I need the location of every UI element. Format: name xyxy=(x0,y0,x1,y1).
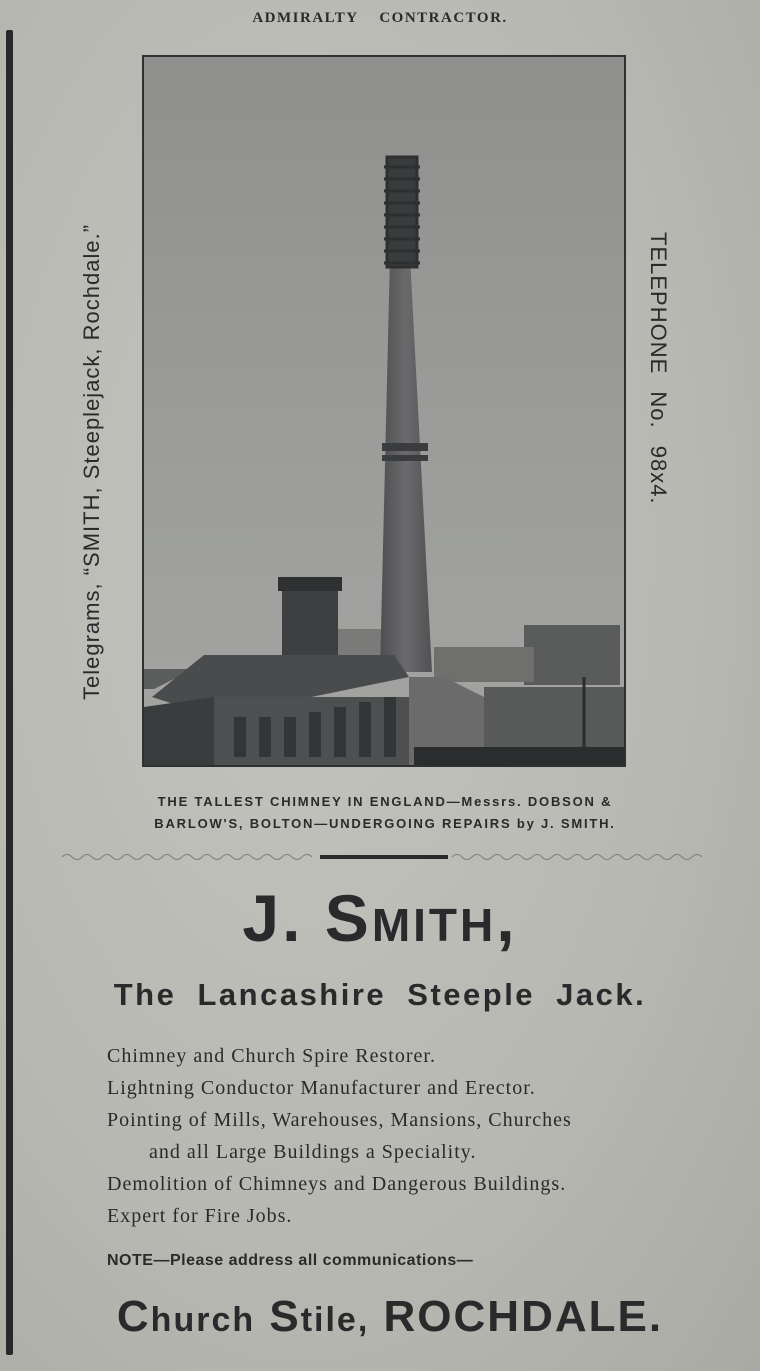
address-word: hurch xyxy=(150,1301,256,1339)
business-tagline: The Lancashire Steeple Jack. xyxy=(113,977,647,1012)
center-rule xyxy=(320,855,448,859)
chimney-photograph xyxy=(142,55,626,767)
service-item: Demolition of Chimneys and Dangerous Buildings. xyxy=(107,1173,567,1195)
address-initial: C xyxy=(116,1292,151,1341)
address-city: ROCHDALE. xyxy=(383,1292,664,1341)
service-item: Lightning Conductor Manufacturer and Erector. xyxy=(107,1077,536,1099)
service-item: and all Large Buildings a Speciality. xyxy=(149,1141,477,1163)
address-note: NOTE—Please address all communications— xyxy=(107,1252,474,1269)
address-word: tile, xyxy=(300,1301,370,1339)
chimney-illustration xyxy=(144,57,624,765)
service-item: Chimney and Church Spire Restorer. xyxy=(107,1045,436,1067)
telephone-number xyxy=(636,232,680,592)
service-item: Pointing of Mills, Warehouses, Mansions, Churches xyxy=(107,1109,572,1131)
services-list xyxy=(107,1040,727,1232)
service-item: Expert for Fire Jobs. xyxy=(107,1205,293,1227)
telegrams-address xyxy=(70,80,114,700)
telephone-text: TELEPHONE No. 98x4. xyxy=(646,232,671,505)
business-name: J. Smith, xyxy=(242,881,518,955)
caption-line: BARLOW'S, BOLTON—UNDERGOING REPAIRS by J. SMITH. xyxy=(154,816,616,831)
address-initial: S xyxy=(269,1292,301,1341)
caption-line: THE TALLEST CHIMNEY IN ENGLAND—Messrs. DOBSON & xyxy=(157,794,613,809)
header-title: ADMIRALTY CONTRACTOR. xyxy=(252,10,508,26)
business-address xyxy=(0,1292,760,1342)
telegrams-text: Telegrams, “SMITH, Steeplejack, Rochdale.” xyxy=(79,223,104,700)
photo-caption xyxy=(60,791,710,835)
left-border-rule xyxy=(6,30,13,1355)
